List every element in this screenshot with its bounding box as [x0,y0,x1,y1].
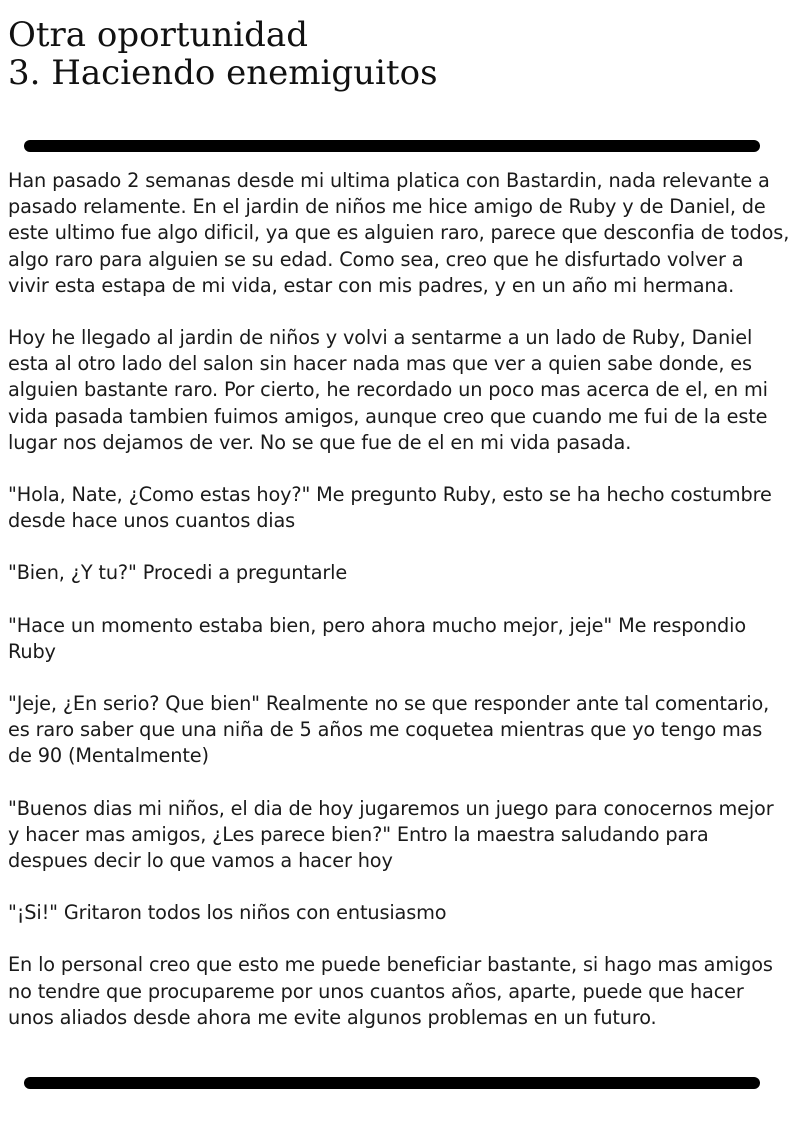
chapter-title: 3. Haciendo enemiguitos [8,53,438,93]
paragraph: "Hace un momento estaba bien, pero ahora mucho mejor, jeje" Me respondio Ruby [8,613,746,663]
story-body [8,168,790,1031]
paragraph: "Bien, ¿Y tu?" Procedi a preguntarle [8,561,348,585]
top-divider [24,140,760,152]
paragraph: "Hola, Nate, ¿Como estas hoy?" Me pregunto Ruby, esto se ha hecho costumbre desde hace unos cuantos dias [8,483,772,533]
paragraph: "Buenos dias mi niños, el dia de hoy jugaremos un juego para conocernos mejor y hacer mas amigos, ¿Les parece bien?" Entro la maestra saludando para despues decir lo que vamos a hacer hoy [8,796,774,873]
paragraph: "Jeje, ¿En serio? Que bien" Realmente no se que responder ante tal comentario, es raro saber que una niña de 5 años me coquetea mientras que yo tengo mas de 90 (Mentalmente) [8,692,770,768]
title-block [8,16,438,92]
paragraph: "¡Si!" Gritaron todos los niños con entusiasmo [8,901,447,925]
paragraph: Han pasado 2 semanas desde mi ultima platica con Bastardin, nada relevante a pasado relamente. En el jardin de niños me hice amigo de Ruby y de Daniel, de este ultimo fue algo dificil, ya que es alguien raro, parece que desconfia de todos, algo raro para alguien se su edad. Como sea, creo que he disfurtado volver a vivir esta estapa de mi vida, estar con mis padres, y en un año mi hermana. [8,169,790,297]
story-title: Otra oportunidad [8,15,308,55]
paragraph: Hoy he llegado al jardin de niños y volvi a sentarme a un lado de Ruby, Daniel esta al otro lado del salon sin hacer nada mas que ver a quien sabe donde, es alguien bastante raro. Por cierto, he recordado un poco mas acerca de el, en mi vida pasada tambien fuimos amigos, aunque creo que cuando me fui de la este lugar nos dejamos de ver. No se que fue de el en mi vida pasada. [8,326,768,454]
paragraph: En lo personal creo que esto me puede beneficiar bastante, si hago mas amigos no tendre que procupareme por unos cuantos años, aparte, puede que hacer unos aliados desde ahora me evite algunos problemas en un futuro. [8,953,773,1029]
bottom-divider [24,1077,760,1089]
